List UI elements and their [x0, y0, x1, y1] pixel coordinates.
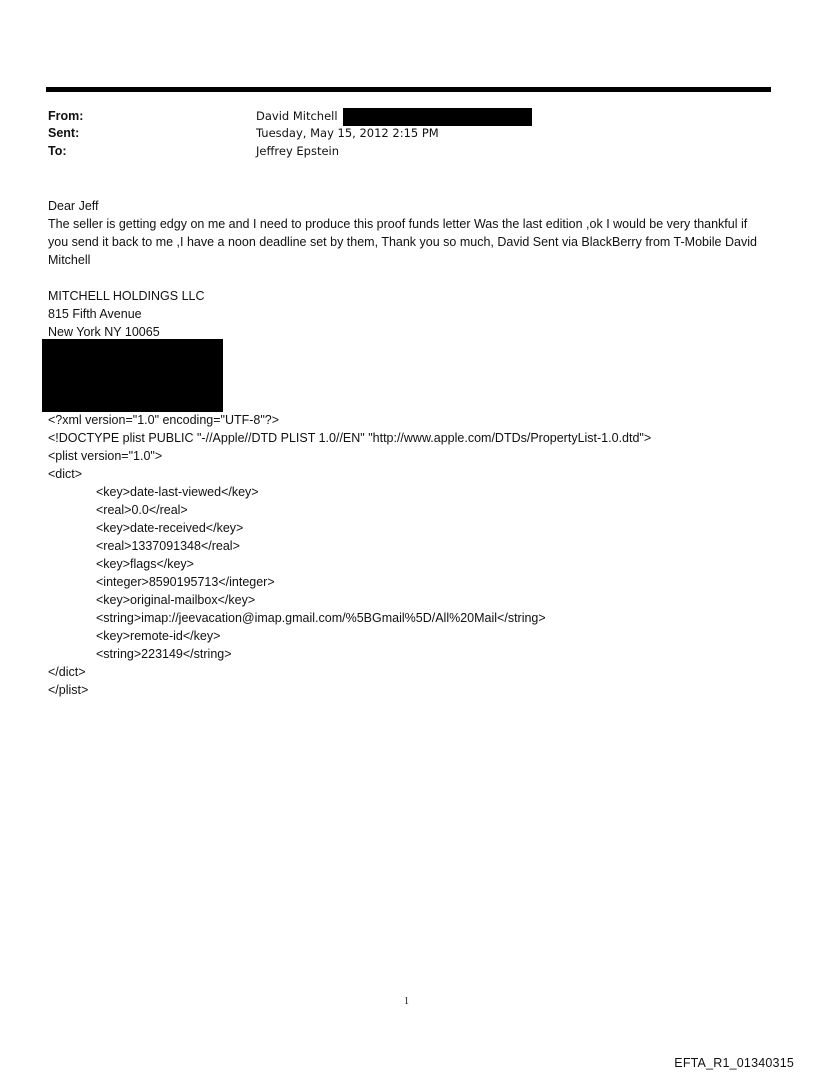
plist-line: <dict> — [48, 467, 83, 481]
plist-line: <key>flags</key> — [96, 557, 194, 571]
to-label: To: — [48, 144, 67, 158]
plist-line: <plist version="1.0"> — [48, 449, 163, 463]
plist-line: <key>remote-id</key> — [96, 629, 221, 643]
sent-label: Sent: — [48, 126, 80, 140]
redaction-box — [343, 108, 532, 126]
plist-line: </plist> — [48, 683, 89, 697]
message-text: The seller is getting edgy on me and I need to produce this proof funds letter Was the last edition ,ok I would be very thankful if you send it back to me ,I have a noon deadline set by them, Thank you so much, David Sent via BlackBerry from T-Mobile David Mitchell — [48, 217, 757, 267]
plist-line: <key>date-received</key> — [96, 521, 244, 535]
plist-line: <key>date-last-viewed</key> — [96, 485, 259, 499]
plist-line: <key>original-mailbox</key> — [96, 593, 256, 607]
greeting: Dear Jeff — [48, 199, 99, 213]
plist-line: <real>1337091348</real> — [96, 539, 240, 553]
page-number: 1 — [404, 996, 409, 1007]
sent-value: Tuesday, May 15, 2012 2:15 PM — [256, 126, 439, 140]
top-rule — [46, 87, 771, 92]
signature-city: New York NY 10065 — [48, 325, 160, 339]
plist-line: <integer>8590195713</integer> — [96, 575, 275, 589]
document-id: EFTA_R1_01340315 — [674, 1056, 794, 1070]
from-label: From: — [48, 109, 84, 123]
to-value: Jeffrey Epstein — [256, 144, 340, 158]
from-value: David Mitchell — [256, 109, 338, 123]
plist-line: <!DOCTYPE plist PUBLIC "-//Apple//DTD PLIST 1.0//EN" "http://www.apple.com/DTDs/PropertyList-1.0.dtd"> — [48, 431, 652, 445]
plist-line: <?xml version="1.0" encoding="UTF-8"?> — [48, 413, 280, 427]
signature-street: 815 Fifth Avenue — [48, 307, 142, 321]
redaction-box — [42, 339, 223, 412]
plist-line: <string>223149</string> — [96, 647, 232, 661]
plist-line: <string>imap://jeevacation@imap.gmail.com/%5BGmail%5D/All%20Mail</string> — [96, 611, 546, 625]
plist-line: </dict> — [48, 665, 86, 679]
signature-company: MITCHELL HOLDINGS LLC — [48, 289, 205, 303]
plist-line: <real>0.0</real> — [96, 503, 188, 517]
